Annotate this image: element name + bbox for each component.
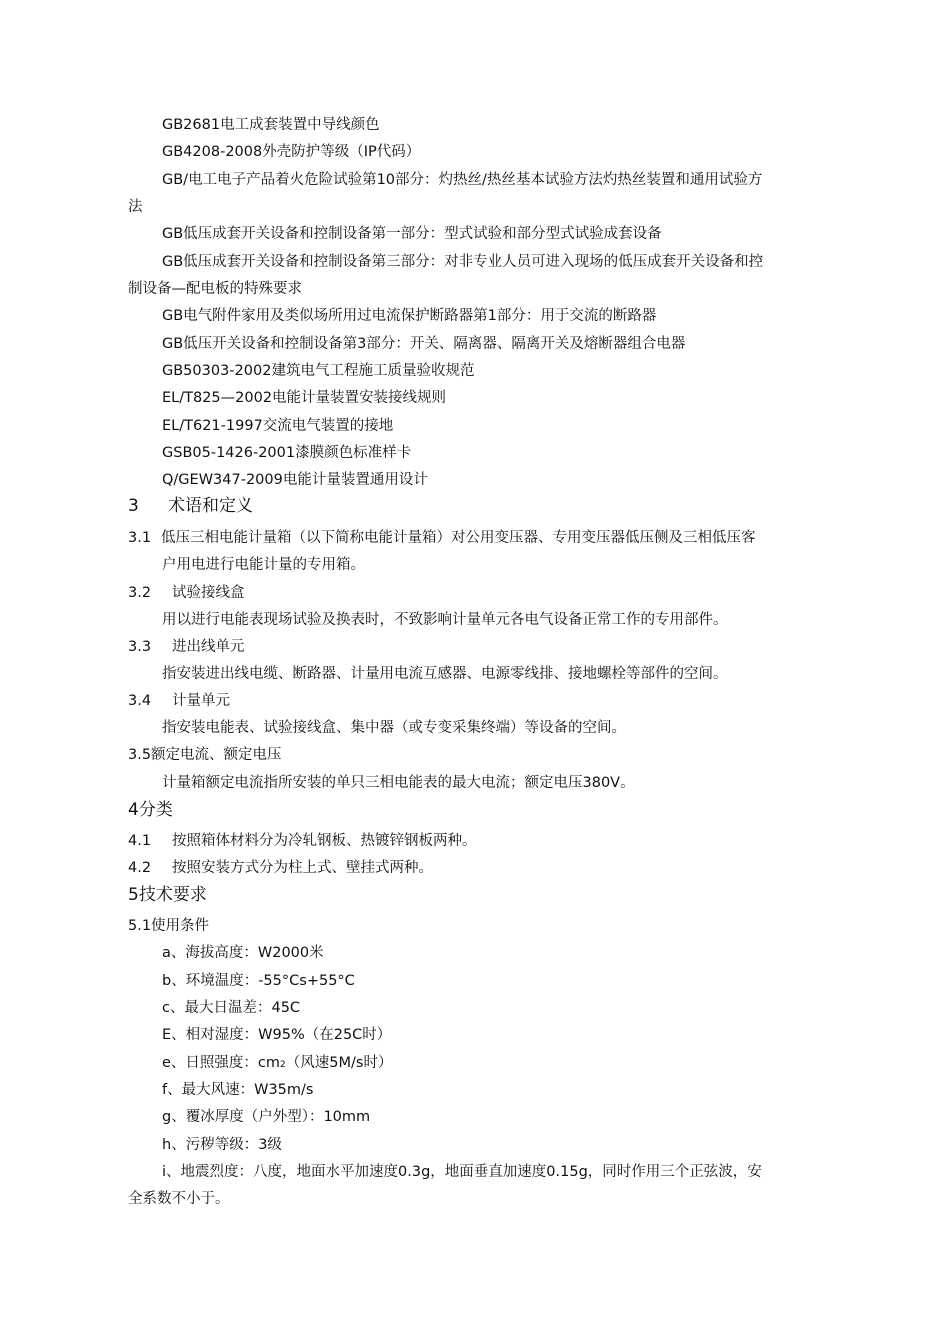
ref-gb4208: GB4208-2008外壳防护等级（IP代码） [162,144,421,160]
clause-4-2-number: 4.2 [128,860,152,876]
ref-qgew347: Q/GEW347-2009电能计量装置通用设计 [162,472,428,488]
clause-3-1-number: 3.1 [128,530,152,546]
clause-3-4-body: 指安装电能表、试验接线盒、集中器（或专变采集终端）等设备的空间。 [162,720,626,736]
ref-lv-switchgear-1: GB低压成套开关设备和控制设备第一部分：型式试验和部分型式试验成套设备 [162,226,662,242]
condition-max-wind-speed: f、最大风速：W35m/s [162,1082,314,1098]
clause-3-2-body: 用以进行电能表现场试验及换表时，不致影响计量单元各电气设备正常工作的专用部件。 [162,612,728,628]
section-3-number: 3 [128,496,139,516]
clause-3-5-title: 3.5额定电流、额定电压 [128,747,282,763]
condition-seismic-intensity: i、地震烈度：八度，地面水平加速度0.3g，地面垂直加速度0.15g，同时作用三个正弦波，安 [162,1164,762,1180]
clause-3-1-text: 低压三相电能计量箱（以下简称电能计量箱）对公用变压器、专用变压器低压侧及三相低压客 [161,530,756,546]
clause-3-3-title: 进出线单元 [172,639,245,655]
clause-4-2 [128,858,433,878]
ref-switch-fuse: GB低压开关设备和控制设备第3部分：开关、隔离器、隔离开关及熔断器组合电器 [162,336,686,352]
clause-3-1 [128,528,756,548]
condition-solar-intensity-suffix: （风速5M/s时） [285,1055,393,1071]
clause-4-2-text: 按照安装方式分为柱上式、壁挂式两种。 [172,860,433,876]
condition-pollution-level: h、污秽等级：3级 [162,1137,282,1153]
section-5-heading: 5技术要求 [128,885,207,905]
clause-4-1-text: 按照箱体材料分为冷轧钢板、热镀锌钢板两种。 [172,833,477,849]
clause-3-4 [128,691,230,711]
clause-5-1-title: 5.1使用条件 [128,918,210,934]
clause-3-3-number: 3.3 [128,639,152,655]
section-3-heading [128,495,253,517]
condition-relative-humidity: E、相对湿度：W95%（在25C时） [162,1027,392,1043]
clause-3-3-body: 指安装进出线电缆、断路器、计量用电流互感器、电源零线排、接地螺栓等部件的空间。 [162,666,728,682]
ref-gsb05: GSB05-1426-2001漆膜颜色标准样卡 [162,445,412,461]
condition-ice-thickness: g、覆冰厚度（户外型）：10mm [162,1109,371,1125]
clause-3-4-title: 计量单元 [172,693,230,709]
clause-3-2-title: 试验接线盒 [172,585,245,601]
condition-solar-intensity-subscript: 2 [280,1060,286,1070]
condition-ambient-temperature: b、环境温度：-55°Cs+55°C [162,973,355,989]
condition-solar-intensity [162,1053,392,1075]
clause-4-1-number: 4.1 [128,833,152,849]
clause-3-5-body: 计量箱额定电流指所安装的单只三相电能表的最大电流；额定电压380V。 [162,775,635,791]
ref-lv-switchgear-3-cont: 制设备—配电板的特殊要求 [128,281,302,297]
clause-3-2 [128,583,245,603]
ref-glow-wire-cont: 法 [128,199,143,215]
ref-elt825: EL/T825—2002电能计量装置安装接线规则 [162,390,447,406]
ref-gb2681: GB2681电工成套装置中导线颜色 [162,117,380,133]
condition-seismic-intensity-cont: 全系数不小于。 [128,1191,230,1207]
section-3-title: 术语和定义 [168,496,253,516]
clause-3-1-text-cont: 户用电进行电能计量的专用箱。 [162,557,365,573]
ref-circuit-breaker: GB电气附件家用及类似场所用过电流保护断路器第1部分：用于交流的断路器 [162,308,657,324]
ref-elt621: EL/T621-1997交流电气装置的接地 [162,418,394,434]
clause-3-4-number: 3.4 [128,693,152,709]
condition-daily-temperature-diff: c、最大日温差：45C [162,1000,301,1016]
ref-lv-switchgear-3: GB低压成套开关设备和控制设备第三部分：对非专业人员可进入现场的低压成套开关设备和控 [162,254,764,270]
condition-solar-intensity-prefix: e、日照强度：cm [162,1055,281,1071]
section-4-heading: 4分类 [128,800,173,820]
condition-altitude: a、海拔高度：W2000米 [162,945,324,961]
clause-3-2-number: 3.2 [128,585,152,601]
ref-gb50303: GB50303-2002建筑电气工程施工质量验收规范 [162,363,475,379]
clause-4-1 [128,831,477,851]
ref-glow-wire: GB/电工电子产品着火危险试验第10部分：灼热丝/热丝基本试验方法灼热丝装置和通用试验方 [162,172,763,188]
clause-3-3 [128,637,245,657]
